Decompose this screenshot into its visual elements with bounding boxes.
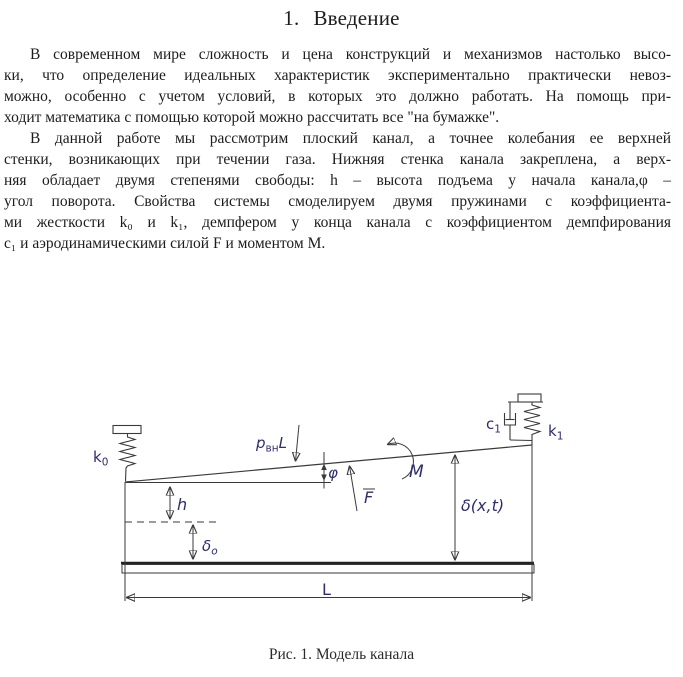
channel-model-figure <box>0 385 683 620</box>
text-line: ми жесткости k₀ и k₁, демпфером у конца канала с коэффициентом демпфирования <box>4 214 671 231</box>
label-length: L <box>322 580 331 599</box>
text-line: няя обладает двумя степенями свободы: h – высота подъема у начала канала,φ – <box>4 172 671 189</box>
support-hatching <box>113 426 141 434</box>
label-pressure: $p_{вн}L$ <box>256 434 287 455</box>
damper-spring-assembly <box>486 394 563 445</box>
phi-up-arrowhead <box>321 464 327 470</box>
label-force: F <box>364 488 374 507</box>
phi-down-arrowhead <box>321 475 327 482</box>
text-line: ходит математика с помощью которой можно рассчитать все "на бумажке". <box>4 109 500 126</box>
spring-k1 <box>524 402 540 445</box>
pressure-arrow <box>296 425 300 461</box>
label-h: h <box>177 495 188 514</box>
label-k1: $k_1$ <box>548 422 564 443</box>
force-arrow <box>350 466 358 511</box>
damper-c1 <box>505 402 516 440</box>
spring-k0 <box>93 426 141 482</box>
text-line: стенки, возникающих при течении газа. Нижняя стенка канала закреплена, а верх- <box>4 151 671 168</box>
section-heading <box>0 6 683 31</box>
text-line: В современном мире сложность и цена конструкций и механизмов настолько высо- <box>30 46 671 63</box>
text-line: В данной работе мы рассмотрим плоский канал, а точнее колебания ее верхней <box>30 130 671 147</box>
body-text <box>0 44 683 254</box>
paragraph-2 <box>4 128 671 254</box>
label-delta0: $\delta_o$ <box>202 537 218 558</box>
paragraph-1 <box>4 44 671 128</box>
ground-wall <box>121 563 534 573</box>
label-delta-xt: δ(x,t) <box>461 496 505 515</box>
label-c1: $c_1$ <box>486 415 501 436</box>
label-phi: φ <box>328 464 338 482</box>
section-title: Введение <box>313 6 400 30</box>
label-moment: M <box>409 462 424 482</box>
text-line: c₁ и аэродинамическими силой F и моментом M. <box>4 235 326 252</box>
section-number: 1. <box>283 6 300 30</box>
figure-caption: Рис. 1. Модель канала <box>268 646 415 663</box>
text-line: можно, особенно с учетом условий, в которых это должно работать. На помощь при- <box>4 88 671 105</box>
ground-hatching <box>122 565 534 574</box>
text-line: ки, что определение идеальных характеристик экспериментально практически невоз- <box>4 67 671 84</box>
text-line: угол поворота. Свойства системы смоделируем двумя пружинами с коэффициента- <box>4 193 671 210</box>
support-hatching <box>518 394 541 402</box>
label-k0: $k_0$ <box>93 448 109 469</box>
